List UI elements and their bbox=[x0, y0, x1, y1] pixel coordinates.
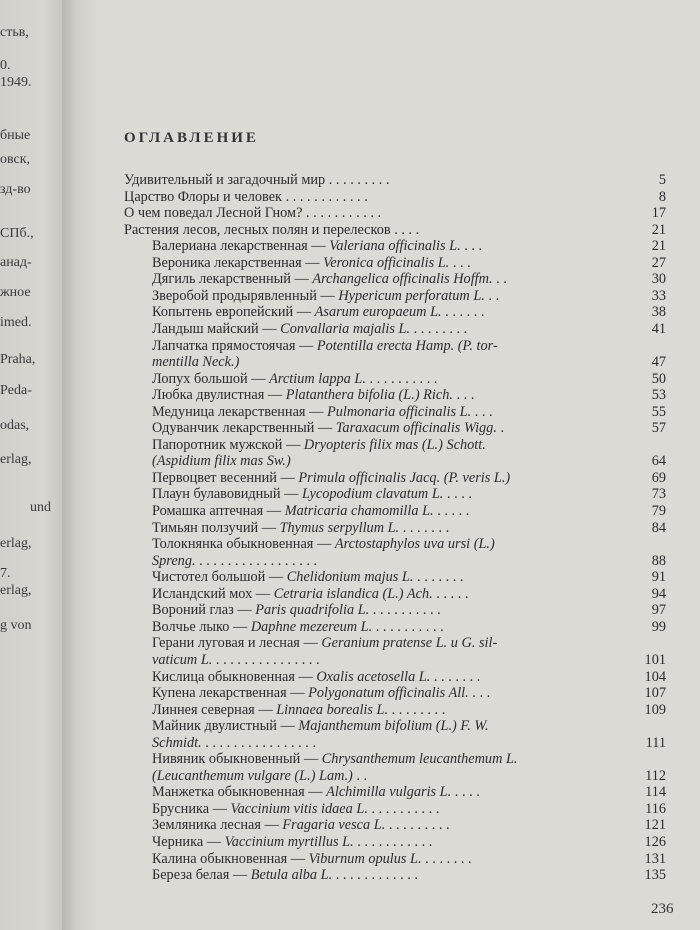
toc-entry bbox=[152, 388, 666, 403]
toc-page-number: 135 bbox=[644, 867, 666, 884]
toc-entry-latin-name: Geranium pratense L. и G. sil- bbox=[321, 635, 498, 652]
toc-page-number: 41 bbox=[651, 320, 666, 337]
toc-entry bbox=[152, 636, 666, 651]
toc-entry-title: Валериана лекарственная — bbox=[152, 238, 330, 255]
toc-entry-latin-name: Potentilla erecta Hamp. (P. tor- bbox=[316, 337, 498, 354]
previous-page-fragment: зд-во bbox=[0, 182, 31, 197]
toc-entry bbox=[152, 769, 666, 784]
toc-page-number: 97 bbox=[651, 602, 666, 619]
toc-page-number: 47 bbox=[651, 354, 666, 371]
toc-entry-latin-name: Pulmonaria officinalis L. bbox=[326, 403, 472, 420]
toc-page-number: 109 bbox=[644, 701, 666, 718]
toc-entry bbox=[152, 504, 666, 519]
toc-entry-latin-name: Paris quadrifolia L. bbox=[255, 602, 370, 619]
toc-leader-dots: . . . . . . . bbox=[421, 850, 472, 867]
toc-heading: ОГЛАВЛЕНИЕ bbox=[124, 130, 259, 146]
toc-leader-dots: . . . . . . . . . . bbox=[369, 602, 441, 619]
toc-entry-title: Герани луговая и лесная — bbox=[152, 635, 322, 652]
toc-entry-latin-name: Alchimilla vulgaris L. bbox=[326, 784, 452, 801]
toc-leader-dots: . . bbox=[352, 767, 368, 784]
toc-entry-latin-name: Polygonatum officinalis All. bbox=[308, 685, 469, 702]
toc-entry-latin-name: Hypericum perforatum L. bbox=[338, 287, 485, 304]
toc-page-number: 112 bbox=[645, 767, 666, 784]
toc-entry-title: Медуница лекарственная — bbox=[152, 403, 327, 420]
toc-page-number: 101 bbox=[644, 651, 666, 668]
toc-entry-title: Брусника — bbox=[152, 800, 231, 817]
toc-entry bbox=[152, 454, 666, 469]
toc-leader-dots: . . . . . . . . . . . bbox=[353, 834, 433, 850]
toc-entry-latin-name: vaticum L. bbox=[152, 651, 213, 668]
toc-page-number: 116 bbox=[645, 800, 666, 817]
toc-leader-dots: . . . . . . . . . . . . . . . . bbox=[201, 734, 317, 751]
toc-entry-title: Лопух большой — bbox=[152, 370, 270, 387]
toc-entry-title: Папоротник мужской — bbox=[152, 436, 304, 453]
toc-leader-dots: . . . . . . . . . . bbox=[365, 370, 438, 387]
toc-entry-title: Вороний глаз — bbox=[152, 602, 256, 619]
previous-page-fragment: odas, bbox=[0, 418, 30, 433]
toc-entry bbox=[152, 802, 666, 817]
toc-entry-title: Чистотел большой — bbox=[152, 569, 287, 586]
toc-entry-latin-name: Lycopodium clavatum L. bbox=[302, 486, 444, 503]
toc-page-number: 111 bbox=[645, 734, 666, 751]
toc-page-number: 5 bbox=[658, 172, 666, 188]
toc-entry-latin-name: Dryopteris filix mas (L.) Schott. bbox=[303, 436, 486, 453]
toc-page-number: 107 bbox=[644, 685, 666, 702]
toc-entry bbox=[152, 719, 666, 734]
toc-page-number: 121 bbox=[644, 817, 666, 834]
toc-page-number: 57 bbox=[651, 420, 666, 437]
toc-entry-latin-name: Veronica officinalis L. bbox=[323, 254, 450, 271]
toc-entry-latin-name: Arctostaphylos uva ursi (L.) bbox=[334, 536, 495, 553]
toc-page-number: 17 bbox=[651, 205, 666, 222]
toc-leader-dots: . bbox=[496, 420, 505, 437]
toc-page-number: 84 bbox=[651, 519, 666, 536]
toc-entry bbox=[152, 355, 666, 370]
toc-page-number: 38 bbox=[651, 304, 666, 321]
toc-entry-latin-name: Thymus serpyllum L. bbox=[279, 519, 400, 536]
toc-entry-latin-name: Viburnum opulus L. bbox=[308, 850, 422, 867]
toc-entry-title: Зверобой продырявленный — bbox=[152, 287, 339, 304]
toc-entry-latin-name: (Leucanthemum vulgare (L.) Lam.) bbox=[152, 767, 353, 784]
toc-leader-dots: . . . . . . . . bbox=[388, 701, 446, 718]
toc-entry-title: Вероника лекарственная — bbox=[152, 254, 324, 271]
toc-entry bbox=[152, 289, 666, 304]
previous-page-fragment: анад- bbox=[0, 255, 32, 270]
page-number: 236 bbox=[651, 901, 674, 917]
toc-entry-latin-name: Archangelica officinalis Hoffm. bbox=[312, 271, 493, 288]
book-gutter bbox=[62, 0, 98, 930]
toc-page-number: 8 bbox=[658, 188, 666, 205]
previous-page-fragment: бные bbox=[0, 128, 31, 143]
toc-page-number: 50 bbox=[651, 370, 666, 387]
toc-entry-latin-name: Asarum europaeum L. bbox=[314, 304, 442, 321]
toc-page-number: 21 bbox=[651, 238, 666, 255]
toc-page-number: 104 bbox=[644, 668, 666, 685]
previous-page-fragment: g von bbox=[0, 618, 32, 633]
toc-list bbox=[98, 0, 700, 930]
toc-entry-latin-name: Platanthera bifolia (L.) Rich. bbox=[285, 387, 453, 404]
previous-page-fragment: стьв, bbox=[0, 25, 29, 40]
toc-leader-dots: . . . bbox=[468, 685, 491, 702]
toc-entry bbox=[152, 752, 666, 767]
toc-leader-dots: . . . . . bbox=[433, 503, 470, 519]
toc-page-number: 88 bbox=[651, 552, 666, 569]
toc-page-number: 27 bbox=[651, 254, 666, 271]
toc-entry-latin-name: Oxalis acetosella L. bbox=[316, 668, 431, 685]
previous-page-edge bbox=[0, 0, 62, 930]
toc-entry-title: Манжетка обыкновенная — bbox=[152, 784, 327, 801]
toc-page-number: 69 bbox=[651, 469, 666, 486]
toc-page-number: 99 bbox=[651, 618, 666, 635]
toc-entry-title: Лапчатка прямостоячая — bbox=[152, 337, 317, 354]
toc-entry-title: Ромашка аптечная — bbox=[152, 503, 285, 519]
previous-page-fragment: erlag, bbox=[0, 452, 32, 467]
toc-entry-latin-name: Convallaria majalis L. bbox=[280, 320, 411, 337]
toc-entry bbox=[152, 686, 666, 701]
toc-page-number: 64 bbox=[651, 453, 666, 470]
toc-entry-latin-name: Arctium lappa L. bbox=[269, 370, 366, 387]
toc-page-number: 79 bbox=[651, 503, 666, 519]
toc-entry bbox=[152, 256, 666, 271]
toc-entry-latin-name: Cetraria islandica (L.) Ach. bbox=[273, 585, 433, 602]
toc-page-number: 94 bbox=[651, 585, 666, 602]
toc-entry bbox=[152, 471, 666, 486]
toc-entry-latin-name: Betula alba L. bbox=[250, 867, 333, 884]
toc-entry-title: Толокнянка обыкновенная — bbox=[152, 536, 335, 553]
toc-leader-dots: . . . . . . . bbox=[413, 569, 464, 586]
toc-entry-title: Дягиль лекарственный — bbox=[152, 271, 313, 288]
toc-leader-dots: . . . . . . . bbox=[430, 668, 481, 685]
toc-entry bbox=[152, 703, 666, 718]
toc-entry-title: Линнея северная — bbox=[152, 701, 277, 718]
toc-page-number: 114 bbox=[645, 784, 666, 801]
toc-leader-dots: . . . . . bbox=[432, 585, 469, 602]
toc-entry-title: Плаун булавовидный — bbox=[152, 486, 303, 503]
toc-leader-dots: . . . . . . . . . bbox=[385, 817, 450, 834]
toc-leader-dots: . . . . bbox=[451, 784, 480, 801]
toc-entry bbox=[124, 190, 666, 205]
toc-page-number: 53 bbox=[651, 387, 666, 404]
toc-entry bbox=[124, 223, 666, 238]
toc-entry bbox=[152, 785, 666, 800]
toc-entry-latin-name: Chrysanthemum leucanthemum L. bbox=[321, 751, 518, 768]
toc-leader-dots: . . . . bbox=[443, 486, 472, 503]
toc-entry-latin-name: Daphne mezereum L. bbox=[250, 618, 373, 635]
toc-entry-latin-name: Chelidonium majus L. bbox=[286, 569, 414, 586]
toc-entry bbox=[152, 487, 666, 502]
toc-leader-dots: . . bbox=[484, 287, 500, 304]
toc-page-number: 33 bbox=[651, 287, 666, 304]
toc-entry-latin-name: Majanthemum bifolium (L.) F. W. bbox=[298, 718, 489, 735]
toc-leader-dots: . . . bbox=[471, 403, 493, 420]
previous-page-fragment: Peda- bbox=[0, 383, 32, 398]
toc-entry-title: Кислица обыкновенная — bbox=[152, 668, 317, 685]
toc-leader-dots: . . . . . . . . . . bbox=[367, 800, 440, 817]
toc-entry-latin-name: mentilla Neck.) bbox=[152, 354, 240, 371]
toc-page bbox=[98, 0, 700, 930]
toc-entry-latin-name: Schmidt. bbox=[152, 734, 202, 751]
toc-entry-title: Калина обыкновенная — bbox=[152, 850, 309, 867]
toc-entry-title: О чем поведал Лесной Гном? bbox=[124, 205, 303, 222]
toc-entry-latin-name: Valeriana officinalis L. bbox=[329, 238, 461, 255]
toc-entry-title: Тимьян ползучий — bbox=[152, 519, 280, 536]
toc-entry bbox=[152, 239, 666, 254]
toc-entry bbox=[152, 537, 666, 552]
toc-entry-title: Копытень европейский — bbox=[152, 304, 315, 321]
toc-leader-dots: . . . . . . . . . . . . bbox=[282, 188, 368, 205]
toc-entry-latin-name: Taraxacum officinalis Wigg. bbox=[335, 420, 497, 437]
toc-entry bbox=[152, 818, 666, 833]
toc-entry-title: Одуванчик лекарственный — bbox=[152, 420, 336, 437]
toc-leader-dots: . . . . . . . . bbox=[410, 320, 468, 337]
toc-entry-latin-name: Vaccinium myrtillus L. bbox=[224, 834, 354, 850]
toc-leader-dots: . . . bbox=[452, 387, 475, 404]
toc-entry-title: Нивяник обыкновенный — bbox=[152, 751, 322, 768]
toc-entry bbox=[152, 852, 666, 867]
previous-page-fragment: Praha, bbox=[0, 352, 36, 367]
toc-entry-title: Ландыш майский — bbox=[152, 320, 281, 337]
toc-entry bbox=[152, 305, 666, 320]
toc-entry bbox=[152, 736, 666, 751]
toc-page-number: 126 bbox=[644, 834, 666, 850]
toc-entry bbox=[124, 206, 666, 221]
previous-page-fragment: 1949. bbox=[0, 75, 32, 90]
previous-page-fragment: erlag, bbox=[0, 583, 32, 598]
toc-entry bbox=[124, 173, 666, 188]
toc-page-number: 91 bbox=[651, 569, 666, 586]
toc-entry bbox=[152, 868, 666, 883]
toc-entry bbox=[152, 272, 666, 287]
previous-page-fragment: овск, bbox=[0, 152, 31, 167]
toc-leader-dots: . . . . . . . . . . . . . . . . . bbox=[195, 552, 318, 569]
toc-entry bbox=[152, 322, 666, 337]
previous-page-fragment: erlag, bbox=[0, 536, 32, 551]
previous-page-fragment: СПб., bbox=[0, 226, 34, 241]
toc-entry-title: Первоцвет весенний — bbox=[152, 469, 299, 486]
previous-page-fragment: жное bbox=[0, 285, 31, 300]
toc-entry-latin-name: Vaccinium vitis idaea L. bbox=[230, 800, 368, 817]
toc-page-number: 30 bbox=[651, 271, 666, 288]
toc-entry bbox=[152, 438, 666, 453]
toc-page-number: 21 bbox=[651, 221, 666, 238]
toc-entry-latin-name: (Aspidium filix mas Sw.) bbox=[152, 453, 291, 470]
toc-leader-dots: . . bbox=[492, 271, 507, 288]
toc-page-number: 131 bbox=[644, 850, 666, 867]
toc-entry-title: Волчье лыко — bbox=[152, 618, 251, 635]
previous-page-fragment: 0. bbox=[0, 58, 11, 73]
toc-entry bbox=[152, 653, 666, 668]
toc-entry-title: Майник двулистный — bbox=[152, 718, 299, 735]
toc-leader-dots: . . . bbox=[449, 254, 471, 271]
toc-leader-dots: . . . . . . . . . bbox=[325, 172, 390, 188]
toc-leader-dots: . . . . . . . . . . . . bbox=[332, 867, 418, 884]
toc-entry-latin-name: Fragaria vesca L. bbox=[282, 817, 386, 834]
toc-entry-title: Купена лекарственная — bbox=[152, 685, 309, 702]
toc-entry-title: Любка двулистная — bbox=[152, 387, 286, 404]
toc-entry-title: Береза белая — bbox=[152, 867, 251, 884]
toc-entry bbox=[152, 670, 666, 685]
toc-entry bbox=[152, 554, 666, 569]
toc-entry-latin-name: Matricaria chamomilla L. bbox=[284, 503, 434, 519]
toc-entry bbox=[152, 587, 666, 602]
toc-entry bbox=[152, 521, 666, 536]
toc-entry-title: Черника — bbox=[152, 834, 225, 850]
previous-page-fragment: imed. bbox=[0, 315, 32, 330]
toc-leader-dots: . . . bbox=[460, 238, 483, 255]
toc-entry bbox=[152, 405, 666, 420]
toc-entry-title: Исландский мох — bbox=[152, 585, 274, 602]
toc-leader-dots: . . . . bbox=[390, 221, 420, 238]
toc-page-number: 73 bbox=[651, 486, 666, 503]
previous-page-fragment: und bbox=[30, 500, 51, 515]
toc-entry-latin-name: Primula officinalis Jacq. (P. veris L.) bbox=[298, 469, 511, 486]
toc-entry-title: Растения лесов, лесных полян и перелесков bbox=[124, 221, 391, 238]
toc-entry-title: Удивительный и загадочный мир bbox=[124, 172, 326, 188]
toc-leader-dots: . . . . . . . . . . bbox=[372, 618, 444, 635]
previous-page-fragment: 7. bbox=[0, 566, 11, 581]
toc-entry-latin-name: Spreng. bbox=[152, 552, 196, 569]
toc-entry bbox=[152, 570, 666, 585]
toc-entry bbox=[152, 339, 666, 354]
toc-entry bbox=[152, 620, 666, 635]
toc-entry bbox=[152, 835, 666, 850]
toc-entry bbox=[152, 421, 666, 436]
toc-entry bbox=[152, 603, 666, 618]
toc-entry-latin-name: Linnaea borealis L. bbox=[276, 701, 389, 718]
toc-entry-title: Царство Флоры и человек bbox=[124, 188, 282, 205]
toc-leader-dots: . . . . . . bbox=[441, 304, 485, 321]
toc-leader-dots: . . . . . . . . . . . . . . . bbox=[212, 651, 320, 668]
toc-page-number: 55 bbox=[651, 403, 666, 420]
toc-entry-title: Земляника лесная — bbox=[152, 817, 283, 834]
toc-entry bbox=[152, 372, 666, 387]
toc-leader-dots: . . . . . . . . . . . bbox=[302, 205, 382, 222]
toc-leader-dots: . . . . . . . bbox=[399, 519, 450, 536]
